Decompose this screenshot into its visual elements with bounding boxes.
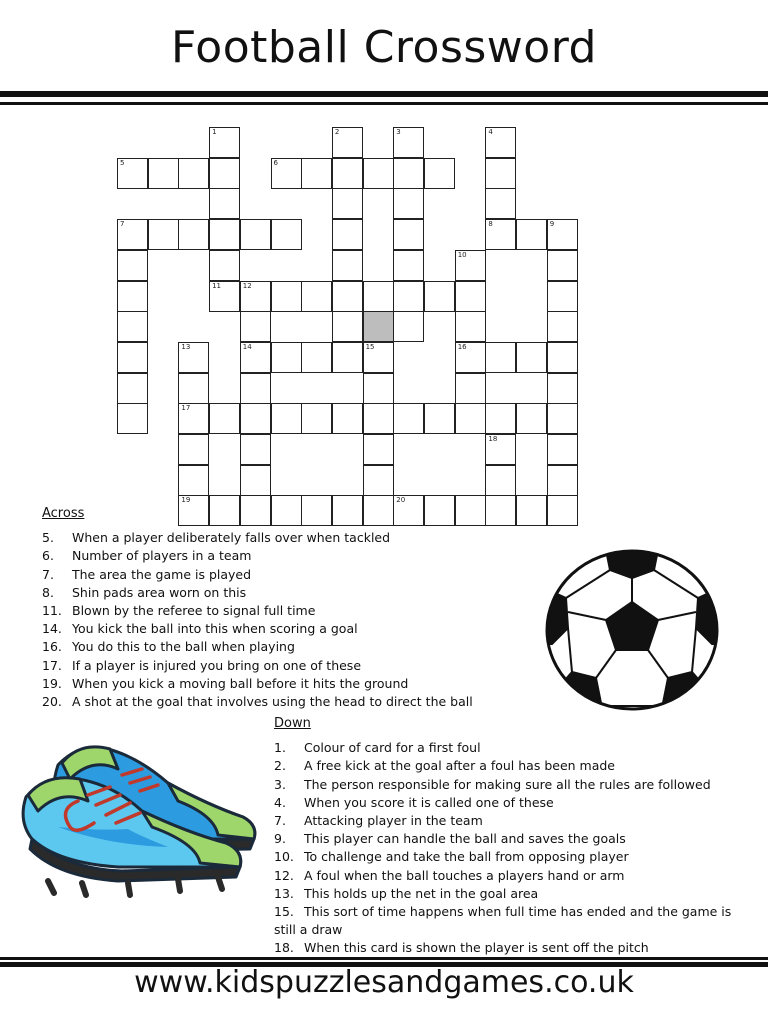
grid-cell[interactable] bbox=[240, 434, 271, 465]
grid-cell[interactable] bbox=[485, 465, 516, 496]
grid-cell[interactable] bbox=[455, 311, 486, 342]
grid-cell[interactable] bbox=[393, 127, 424, 158]
clue-text: The person responsible for making sure all the rules are followed bbox=[304, 776, 711, 792]
grid-cell[interactable] bbox=[547, 250, 578, 281]
grid-cell[interactable] bbox=[516, 342, 547, 373]
grid-cell[interactable] bbox=[393, 219, 424, 250]
clue-text: Blown by the referee to signal full time bbox=[72, 603, 316, 619]
clue-text: You do this to the ball when playing bbox=[72, 639, 295, 655]
clue-number: 5 bbox=[120, 158, 125, 167]
down-clue-list bbox=[274, 739, 752, 957]
across-clue bbox=[42, 547, 473, 565]
grid-cell[interactable] bbox=[240, 342, 271, 373]
clue-number-label: 3. bbox=[274, 776, 286, 792]
grid-cell[interactable] bbox=[240, 403, 271, 434]
clue-number: 14 bbox=[242, 342, 252, 351]
grid-cell[interactable] bbox=[148, 219, 179, 250]
grid-cell[interactable] bbox=[424, 403, 455, 434]
grid-cell[interactable] bbox=[332, 281, 363, 312]
clue-text: This player can handle the ball and saves the goals bbox=[304, 831, 626, 847]
clue-text: Attacking player in the team bbox=[304, 813, 483, 829]
clue-number-label: 15. bbox=[274, 904, 294, 920]
clue-number: 7 bbox=[120, 220, 125, 229]
clue-number-label: 20. bbox=[42, 694, 62, 710]
across-clue bbox=[42, 657, 473, 675]
clue-number-label: 9. bbox=[274, 831, 286, 847]
clue-number: 8 bbox=[488, 220, 493, 229]
across-clue bbox=[42, 638, 473, 656]
clue-text: A foul when the ball touches a players hand or arm bbox=[304, 867, 625, 883]
clue-number-label: 4. bbox=[274, 794, 286, 810]
across-clue bbox=[42, 566, 473, 584]
grid-cell[interactable] bbox=[485, 188, 516, 219]
grid-cell[interactable] bbox=[271, 281, 302, 312]
grid-cell[interactable] bbox=[301, 342, 332, 373]
grid-cell[interactable] bbox=[301, 403, 332, 434]
clue-number: 15 bbox=[365, 342, 375, 351]
clue-number: 1 bbox=[212, 128, 217, 136]
grid-cell[interactable] bbox=[393, 158, 424, 189]
clue-text: A free kick at the goal after a foul has been made bbox=[304, 758, 615, 774]
grid-cell[interactable] bbox=[240, 465, 271, 496]
clue-number: 3 bbox=[396, 128, 401, 136]
clue-number: 18 bbox=[488, 435, 498, 443]
grid-cell[interactable] bbox=[547, 465, 578, 496]
grid-cell[interactable] bbox=[332, 403, 363, 434]
grid-cell[interactable] bbox=[363, 465, 394, 496]
grid-cell[interactable] bbox=[240, 281, 271, 312]
football-icon bbox=[544, 548, 720, 712]
down-clue bbox=[274, 812, 752, 830]
grid-cell[interactable] bbox=[117, 311, 148, 342]
down-heading: Down bbox=[274, 716, 311, 731]
across-clue bbox=[42, 693, 473, 711]
grid-cell[interactable] bbox=[547, 219, 578, 250]
grid-cell[interactable] bbox=[332, 219, 363, 250]
grid-cell[interactable] bbox=[117, 281, 148, 312]
grid-cell[interactable] bbox=[117, 373, 148, 404]
grid-cell[interactable] bbox=[424, 281, 455, 312]
grid-cell[interactable] bbox=[547, 311, 578, 342]
grid-cell[interactable] bbox=[332, 250, 363, 281]
across-clues bbox=[42, 505, 473, 711]
grid-cell[interactable] bbox=[178, 434, 209, 465]
clue-number: 16 bbox=[457, 342, 467, 351]
clue-number-label: 1. bbox=[274, 740, 286, 756]
clue-number: 17 bbox=[181, 404, 191, 413]
down-clue bbox=[274, 848, 752, 866]
grid-cell[interactable] bbox=[271, 219, 302, 250]
grid-cell[interactable] bbox=[485, 219, 516, 250]
clue-number: 2 bbox=[334, 128, 340, 136]
clue-number: 9 bbox=[549, 220, 555, 229]
clue-number-label: 12. bbox=[274, 867, 294, 883]
grid-cell[interactable] bbox=[455, 342, 486, 373]
grid-cell[interactable] bbox=[240, 311, 271, 342]
across-clue-list bbox=[42, 529, 473, 711]
clue-text: When this card is shown the player is sent off the pitch bbox=[304, 940, 649, 956]
grid-cell[interactable] bbox=[393, 311, 424, 342]
grid-cell[interactable] bbox=[485, 127, 516, 158]
grid-cell[interactable] bbox=[363, 158, 394, 189]
grid-cell[interactable] bbox=[178, 158, 209, 189]
grid-cell[interactable] bbox=[332, 127, 363, 158]
down-clue bbox=[274, 903, 752, 939]
grid-cell[interactable] bbox=[516, 219, 547, 250]
grid-cell[interactable] bbox=[547, 342, 578, 373]
clue-text: A shot at the goal that involves using the head to direct the ball bbox=[72, 694, 473, 710]
grid-cell[interactable] bbox=[178, 403, 209, 434]
grid-cell[interactable] bbox=[516, 403, 547, 434]
clue-number-label: 6. bbox=[42, 548, 54, 564]
football-boots-icon bbox=[18, 735, 268, 905]
clue-text: When you kick a moving ball before it hits the ground bbox=[72, 675, 409, 691]
grid-cell[interactable] bbox=[485, 495, 516, 526]
across-clue bbox=[42, 584, 473, 602]
clue-number-label: 7. bbox=[274, 813, 286, 829]
grid-cell[interactable] bbox=[117, 403, 148, 434]
grid-cell[interactable] bbox=[363, 373, 394, 404]
grid-cell[interactable] bbox=[455, 250, 486, 281]
clue-number: 13 bbox=[181, 342, 191, 351]
grid-cell[interactable] bbox=[209, 281, 240, 312]
clue-number-label: 8. bbox=[42, 584, 54, 600]
grid-cell[interactable] bbox=[485, 434, 516, 465]
down-clue bbox=[274, 776, 752, 794]
grid-cell[interactable] bbox=[209, 158, 240, 189]
clue-number: 12 bbox=[242, 281, 252, 290]
clue-text: Number of players in a team bbox=[72, 548, 252, 564]
grid-cell[interactable] bbox=[547, 281, 578, 312]
grid-cell[interactable] bbox=[209, 250, 240, 281]
clue-text: You kick the ball into this when scoring a goal bbox=[72, 621, 358, 637]
down-clue bbox=[274, 939, 752, 957]
clue-number-label: 2. bbox=[274, 758, 286, 774]
grid-cell[interactable] bbox=[301, 158, 332, 189]
grid-cell[interactable] bbox=[209, 403, 240, 434]
grid-cell[interactable] bbox=[271, 403, 302, 434]
clue-text: Shin pads area worn on this bbox=[72, 584, 247, 600]
grid-cell[interactable] bbox=[363, 342, 394, 373]
clue-text: To challenge and take the ball from opposing player bbox=[304, 849, 629, 865]
across-clue bbox=[42, 602, 473, 620]
clue-number-label: 11. bbox=[42, 603, 62, 619]
grid-cell[interactable] bbox=[178, 342, 209, 373]
grid-cell[interactable] bbox=[332, 158, 363, 189]
down-clue bbox=[274, 757, 752, 775]
grid-cell[interactable] bbox=[393, 250, 424, 281]
grid-cell[interactable] bbox=[332, 311, 363, 342]
grid-cell[interactable] bbox=[117, 219, 148, 250]
grid-cell[interactable] bbox=[117, 250, 148, 281]
website-footer: www.kidspuzzlesandgames.co.uk bbox=[134, 965, 634, 1000]
clue-number-label: 14. bbox=[42, 621, 62, 637]
clue-number-label: 19. bbox=[42, 675, 62, 691]
grid-cell[interactable] bbox=[271, 342, 302, 373]
grid-cell[interactable] bbox=[363, 281, 394, 312]
grid-cell[interactable] bbox=[547, 434, 578, 465]
clue-number-label: 16. bbox=[42, 639, 62, 655]
shaded-grid-cell[interactable] bbox=[363, 311, 394, 342]
grid-cell[interactable] bbox=[516, 495, 547, 526]
grid-cell[interactable] bbox=[332, 342, 363, 373]
grid-cell[interactable] bbox=[547, 495, 578, 526]
clue-text: This sort of time happens when full time has ended and the game is still a draw bbox=[274, 904, 732, 938]
clue-text: Colour of card for a first foul bbox=[304, 740, 481, 756]
grid-cell[interactable] bbox=[148, 158, 179, 189]
down-clue bbox=[274, 830, 752, 848]
down-clue bbox=[274, 739, 752, 757]
clue-number: 10 bbox=[457, 250, 467, 259]
clue-text: When you score it is called one of these bbox=[304, 794, 554, 810]
clue-number-label: 13. bbox=[274, 885, 294, 901]
down-clue bbox=[274, 867, 752, 885]
down-clue bbox=[274, 885, 752, 903]
grid-cell[interactable] bbox=[209, 127, 240, 158]
down-clues bbox=[274, 715, 752, 958]
clue-number: 20 bbox=[396, 496, 406, 505]
grid-cell[interactable] bbox=[455, 281, 486, 312]
grid-cell[interactable] bbox=[393, 281, 424, 312]
grid-cell[interactable] bbox=[117, 158, 148, 189]
clue-text: The area the game is played bbox=[72, 566, 252, 582]
grid-cell[interactable] bbox=[178, 373, 209, 404]
clue-number-label: 7. bbox=[42, 566, 54, 582]
grid-cell[interactable] bbox=[178, 219, 209, 250]
clue-number: 19 bbox=[181, 496, 191, 505]
grid-cell[interactable] bbox=[178, 465, 209, 496]
grid-cell[interactable] bbox=[271, 158, 302, 189]
grid-cell[interactable] bbox=[240, 373, 271, 404]
grid-cell[interactable] bbox=[424, 158, 455, 189]
down-clue bbox=[274, 794, 752, 812]
grid-cell[interactable] bbox=[485, 403, 516, 434]
page-title: Football Crossword bbox=[171, 22, 597, 73]
clue-text: When a player deliberately falls over when tackled bbox=[72, 530, 391, 546]
grid-cell[interactable] bbox=[240, 219, 271, 250]
grid-cell[interactable] bbox=[455, 403, 486, 434]
bottom-divider-thin bbox=[0, 957, 768, 960]
clue-number: 11 bbox=[212, 281, 222, 290]
clue-number: 6 bbox=[273, 158, 278, 167]
grid-cell[interactable] bbox=[332, 188, 363, 219]
grid-cell[interactable] bbox=[547, 403, 578, 434]
grid-cell[interactable] bbox=[393, 188, 424, 219]
grid-cell[interactable] bbox=[117, 342, 148, 373]
grid-cell[interactable] bbox=[485, 342, 516, 373]
clue-number-label: 5. bbox=[42, 530, 54, 546]
grid-cell[interactable] bbox=[209, 219, 240, 250]
clue-number: 4 bbox=[488, 128, 493, 136]
grid-cell[interactable] bbox=[363, 434, 394, 465]
across-clue bbox=[42, 620, 473, 638]
across-clue bbox=[42, 675, 473, 693]
clue-text: This holds up the net in the goal area bbox=[304, 885, 539, 901]
clue-number-label: 18. bbox=[274, 940, 294, 956]
grid-cell[interactable] bbox=[547, 373, 578, 404]
clue-number-label: 17. bbox=[42, 657, 62, 673]
grid-cell[interactable] bbox=[485, 158, 516, 189]
across-heading: Across bbox=[42, 506, 85, 521]
grid-cell[interactable] bbox=[455, 373, 486, 404]
clue-number-label: 10. bbox=[274, 849, 294, 865]
grid-cell[interactable] bbox=[209, 188, 240, 219]
grid-cell[interactable] bbox=[393, 403, 424, 434]
across-clue bbox=[42, 529, 473, 547]
clue-text: If a player is injured you bring on one of these bbox=[72, 657, 362, 673]
grid-cell[interactable] bbox=[363, 403, 394, 434]
grid-cell[interactable] bbox=[301, 281, 332, 312]
